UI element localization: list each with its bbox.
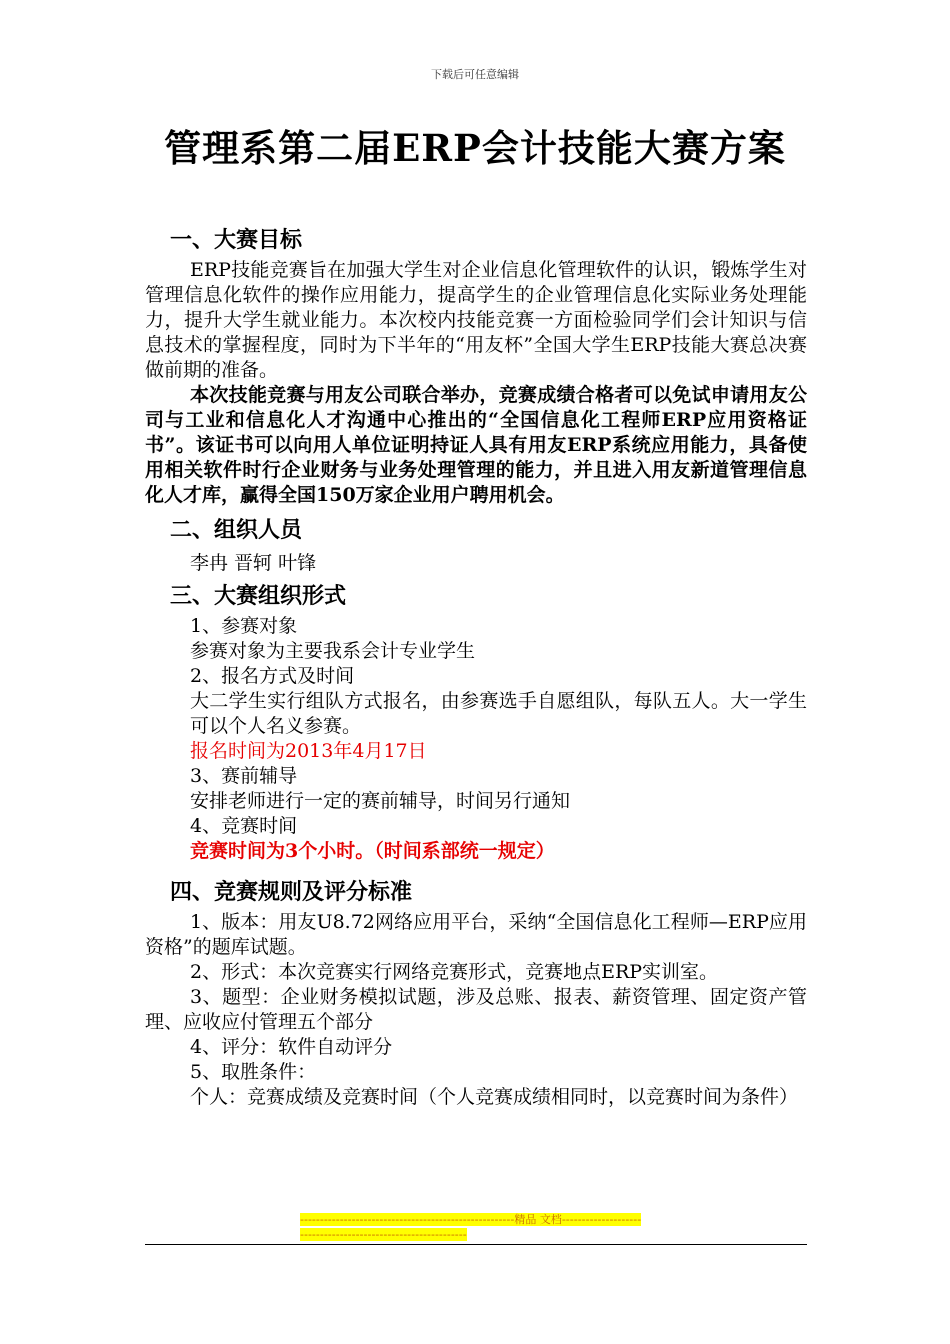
rule-item: 4、评分：软件自动评分 [190,1036,393,1058]
section-organizers [145,514,807,578]
section-goals [145,224,807,508]
section-heading: 四、竞赛规则及评分标准 [170,880,413,905]
rule-item: 3、题型：企业财务模拟试题，涉及总账、报表、薪资管理、固定资产管理、应收应付管理五个部分 [145,986,807,1033]
header-note: 下载后可任意编辑 [431,68,519,81]
rule-item: 1、版本：用友U8.72网络应用平台，采纳“全国信息化工程师—ERP应用资格”的题库试题。 [145,911,807,958]
list-item-title: 3、赛前辅导 [190,765,298,787]
section-heading: 三、大赛组织形式 [170,584,347,609]
section-heading: 二、组织人员 [170,518,303,543]
document-title: 管理系第二届ERP会计技能大赛方案 [164,126,786,170]
list-item-title: 1、参赛对象 [190,615,298,637]
footer-divider [145,1244,807,1245]
list-item-text: 大二学生实行组队方式报名，由参赛选手自愿组队，每队五人。大一学生可以个人名义参赛。 [190,690,807,737]
list-item-text: 参赛对象为主要我系会计专业学生 [190,640,476,662]
section-format [145,580,807,864]
list-item-title: 4、竞赛时间 [190,815,298,837]
section-heading: 一、大赛目标 [170,228,303,253]
rule-item: 5、取胜条件： [190,1061,317,1083]
list-item-text: 安排老师进行一定的赛前辅导，时间另行通知 [190,790,571,812]
registration-date: 报名时间为2013年4月17日 [190,740,427,762]
footer-note [300,1212,645,1242]
footer-note-text: ------------------------------------------------------精品 文档-------------------------------------------------------------- [300,1213,642,1241]
document-body [145,224,807,1110]
organizer-names: 李冉 晋轲 叶锋 [190,552,317,574]
list-item-title: 2、报名方式及时间 [190,665,355,687]
rule-item: 2、形式：本次竞赛实行网络竞赛形式，竞赛地点ERP实训室。 [190,961,719,983]
paragraph: ERP技能竞赛旨在加强大学生对企业信息化管理软件的认识，锻炼学生对管理信息化软件的操作应用能力，提高学生的企业管理信息化实际业务处理能力，提升大学生就业能力。本次校内技能竞赛一方面检验同学们会计知识与信息技术的掌握程度，同时为下半年的“用友杯”全国大学生ERP技能大赛总决赛做前期的准备。 [145,259,807,381]
rule-item: 个人：竞赛成绩及竞赛时间（个人竞赛成绩相同时，以竞赛时间为条件） [190,1086,799,1108]
competition-duration: 竞赛时间为3个小时。（时间系部统一规定） [190,840,555,862]
section-rules [145,876,807,1110]
paragraph-bold: 本次技能竞赛与用友公司联合举办，竞赛成绩合格者可以免试申请用友公司与工业和信息化人才沟通中心推出的“全国信息化工程师ERP应用资格证书”。该证书可以向用人单位证明持证人具有用友ERP系统应用能力，具备使用相关软件时行企业财务与业务处理管理的能力，并且进入用友新道管理信息化人才库，赢得全国150万家企业用户聘用机会。 [145,384,807,506]
